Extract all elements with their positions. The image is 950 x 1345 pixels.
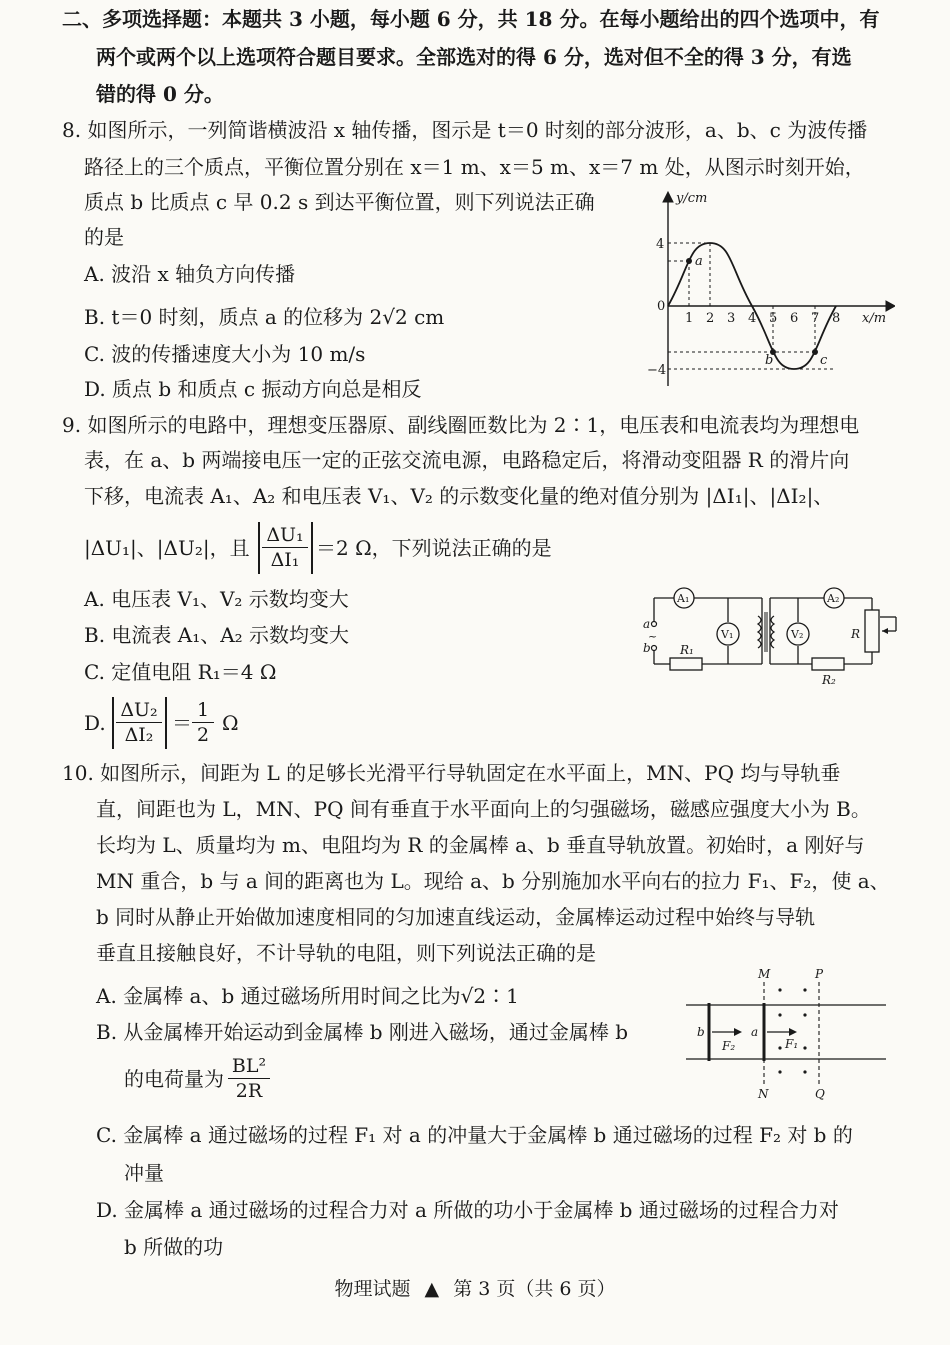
point-c: [812, 349, 818, 355]
footer-triangle-icon: ▲: [424, 1278, 440, 1300]
resistor-r1-label: R₁: [680, 643, 694, 657]
q10-line4: MN 重合，b 与 a 间的距离也为 L。现给 a、b 分别施加水平向右的拉力 F₁、F₂，使 a、: [96, 869, 890, 893]
q10-option-a: A. 金属棒 a、b 通过磁场所用时间之比为√2∶1: [96, 984, 519, 1008]
x-tick-4: 4: [748, 311, 757, 326]
x-tick-5: 5: [769, 311, 778, 326]
section-header-line3: 错的得 0 分。: [96, 82, 224, 106]
q8-option-b: B. t＝0 时刻，质点 a 的位移为 2√2 cm: [84, 305, 445, 329]
q10-option-d-line2: b 所做的功: [124, 1235, 224, 1259]
q9-line4-suffix: ＝2 Ω，下列说法正确的是: [316, 536, 552, 560]
q9-d-frac-den: ΔI₂: [124, 724, 154, 746]
q10-option-b-prefix: 的电荷量为: [124, 1067, 224, 1091]
q10-b-fraction: [228, 1054, 270, 1103]
footer-page-number: 第 3 页（共 6 页）: [453, 1278, 616, 1300]
q9-d-unit: Ω: [222, 711, 239, 735]
ammeter-a1-label: A₁: [677, 592, 690, 605]
page-footer: [0, 1274, 950, 1301]
q9-line1: 9. 如图所示的电路中，理想变压器原、副线圈匝数比为 2∶1，电压表和电流表均为理想电: [62, 413, 860, 437]
label-m: M: [758, 967, 771, 981]
point-a: [686, 258, 692, 264]
q9-d-equals: ＝: [172, 711, 192, 735]
q8-line1: 8. 如图所示，一列简谐横波沿 x 轴传播，图示是 t＝0 时刻的部分波形，a、b、c 为波传播: [62, 118, 868, 142]
abs-bar-right: [311, 522, 313, 574]
terminal-b-label: b: [643, 641, 651, 655]
ac-source-icon: ~: [648, 630, 658, 643]
q9-d-fraction: [116, 698, 162, 747]
q10-option-c-line1: C. 金属棒 a 通过磁场的过程 F₁ 对 a 的冲量大于金属棒 b 通过磁场的过程 F₂ 对 b 的: [96, 1123, 853, 1147]
rails-figure: [680, 962, 890, 1102]
origin-label: 0: [657, 299, 666, 314]
rod-a-label: a: [751, 1025, 759, 1039]
q10-option-d-line1: D. 金属棒 a 通过磁场的过程合力对 a 所做的功小于金属棒 b 通过磁场的过程合力对: [96, 1198, 839, 1222]
q9-frac-num: ΔU₁: [262, 523, 308, 548]
ammeter-a2-label: A₂: [827, 592, 840, 605]
q10-option-b-line1: B. 从金属棒开始运动到金属棒 b 刚进入磁场，通过金属棒 b: [96, 1020, 629, 1044]
q9-d-frac-num: ΔU₂: [116, 698, 162, 723]
point-b-label: b: [765, 353, 774, 368]
q10-line1: 10. 如图所示，间距为 L 的足够长光滑平行导轨固定在水平面上，MN、PQ 均与导轨垂: [62, 761, 841, 785]
q8-option-d: D. 质点 b 和质点 c 振动方向总是相反: [84, 377, 422, 401]
y-tick-neg4: −4: [647, 363, 667, 378]
resistor-r2-label: R₂: [822, 673, 836, 686]
q9-option-b: B. 电流表 A₁、A₂ 示数均变大: [84, 623, 350, 647]
rheostat-r-label: R: [851, 627, 861, 641]
q8-option-c: C. 波的传播速度大小为 10 m/s: [84, 342, 366, 366]
abs-bar-left: [258, 522, 260, 574]
q9-option-a: A. 电压表 V₁、V₂ 示数均变大: [84, 587, 349, 611]
x-tick-3: 3: [727, 311, 736, 326]
q9-option-c: C. 定值电阻 R₁＝4 Ω: [84, 660, 277, 684]
label-p: P: [815, 967, 824, 981]
q10-line2: 直，间距也为 L，MN、PQ 间有垂直于水平面向上的匀强磁场，磁感应强度大小为 B。: [96, 797, 871, 821]
q10-b-frac-num: BL²: [228, 1054, 270, 1079]
q8-line3: 质点 b 比质点 c 早 0.2 s 到达平衡位置，则下列说法正确: [84, 190, 595, 214]
y-tick-4: 4: [656, 237, 665, 252]
q9-line3: 下移，电流表 A₁、A₂ 和电压表 V₁、V₂ 的示数变化量的绝对值分别为 |ΔI₁|、|ΔI₂|、: [84, 484, 834, 508]
x-axis-label: x/m: [862, 311, 887, 326]
q10-line5: b 同时从静止开始做加速度相同的匀加速直线运动，金属棒运动过程中始终与导轨: [96, 905, 816, 929]
voltmeter-v1-label: V₁: [721, 628, 734, 641]
q10-line3: 长均为 L、质量均为 m、电阻均为 R 的金属棒 a、b 垂直导轨放置。初始时，a 刚好与: [96, 833, 865, 857]
q9-d-value: [192, 698, 214, 747]
q9-d-val-den: 2: [196, 724, 210, 746]
q8-line2: 路径上的三个质点，平衡位置分别在 x＝1 m、x＝5 m、x＝7 m 处，从图示时刻开始，: [84, 155, 865, 179]
q9-option-d-label: D.: [84, 711, 106, 735]
q10-option-c-line2: 冲量: [124, 1161, 164, 1185]
q9-fraction: [262, 523, 308, 572]
point-c-label: c: [820, 353, 828, 368]
abs-bar-left-d: [112, 697, 114, 749]
label-n: N: [758, 1087, 769, 1101]
y-axis-label: y/cm: [676, 191, 708, 206]
q9-line2: 表，在 a、b 两端接电压一定的正弦交流电源，电路稳定后，将滑动变阻器 R 的滑片向: [84, 448, 850, 472]
q9-d-val-num: 1: [192, 698, 214, 723]
x-tick-2: 2: [706, 311, 715, 326]
x-tick-1: 1: [685, 311, 694, 326]
x-tick-7: 7: [811, 311, 820, 326]
rod-b-label: b: [697, 1025, 705, 1039]
section-header-line1: 二、多项选择题：本题共 3 小题，每小题 6 分，共 18 分。在每小题给出的四个选项中，有: [62, 7, 880, 31]
q10-line6: 垂直且接触良好，不计导轨的电阻，则下列说法正确的是: [96, 941, 596, 965]
wave-graph: [640, 186, 895, 391]
footer-subject: 物理试题: [334, 1278, 411, 1300]
x-tick-6: 6: [790, 311, 799, 326]
point-a-label: a: [695, 254, 703, 269]
q8-line4: 的是: [84, 225, 124, 249]
label-q: Q: [815, 1087, 825, 1101]
q10-b-frac-den: 2R: [235, 1080, 263, 1102]
force-f2-label: F₂: [722, 1039, 736, 1053]
terminal-a-label: a: [643, 617, 651, 631]
q8-option-a: A. 波沿 x 轴负方向传播: [84, 262, 296, 286]
force-f1-label: F₁: [785, 1037, 799, 1051]
q9-frac-den: ΔI₁: [270, 549, 300, 571]
x-tick-8: 8: [832, 311, 841, 326]
q9-line4-prefix: |ΔU₁|、|ΔU₂|，且: [84, 536, 250, 560]
abs-bar-right-d: [165, 697, 167, 749]
voltmeter-v2-label: V₂: [791, 628, 804, 641]
transformer-circuit: [636, 586, 900, 686]
section-header-line2: 两个或两个以上选项符合题目要求。全部选对的得 6 分，选对但不全的得 3 分，有选: [96, 45, 852, 69]
